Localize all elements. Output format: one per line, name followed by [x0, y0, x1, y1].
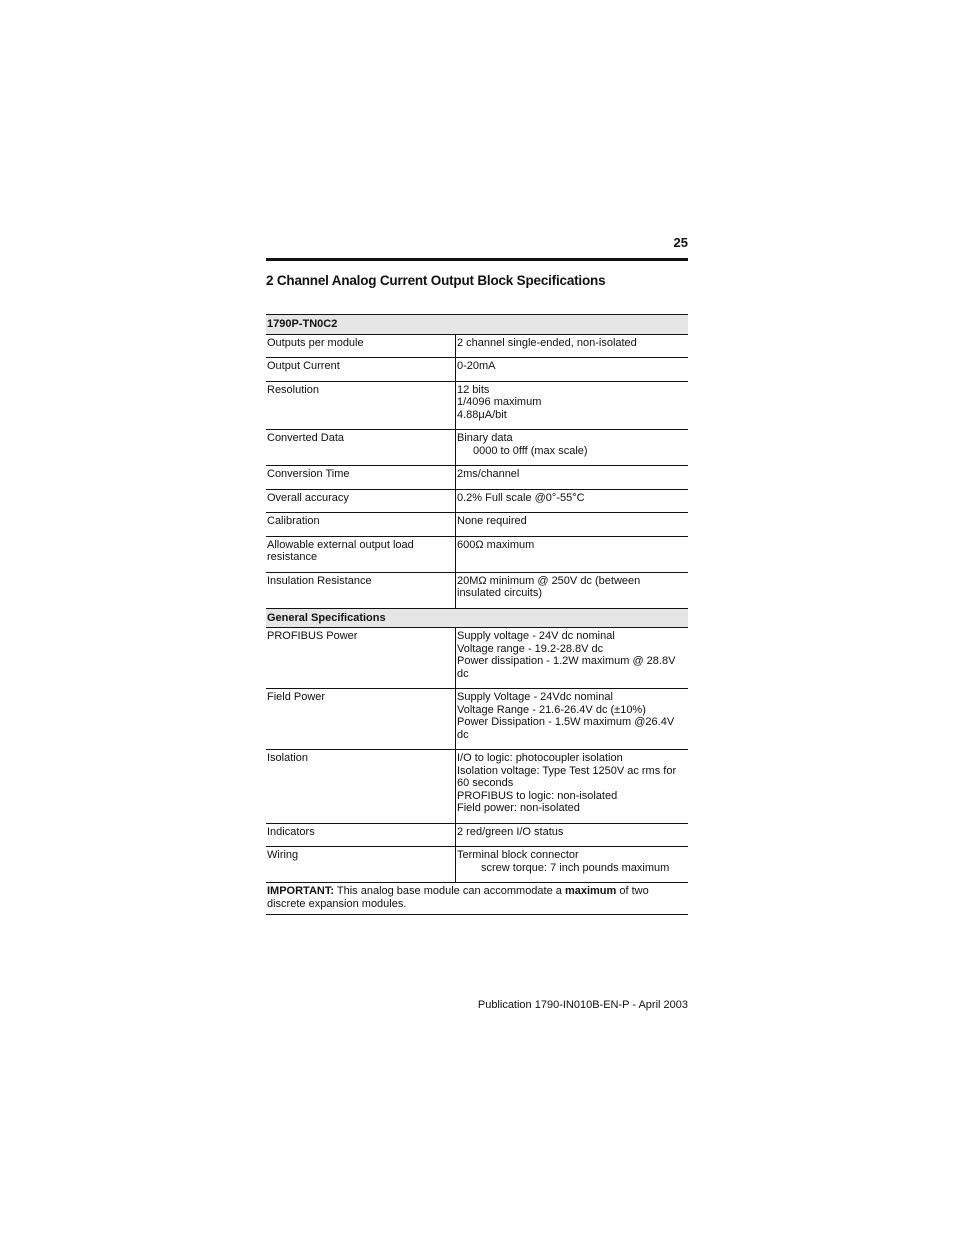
section-header-model: 1790P-TN0C2 — [266, 315, 688, 335]
table-row — [266, 750, 688, 824]
row-value — [456, 823, 689, 847]
value-line: Voltage Range - 21.6-26.4V dc (±10%) — [457, 703, 646, 716]
value-line: 4.88μA/bit — [457, 408, 507, 421]
value-line: Isolation voltage: Type Test 1250V ac rms for 60 seconds — [457, 764, 677, 789]
table-section-header — [266, 608, 688, 628]
row-value — [456, 628, 689, 689]
value-line: 1/4096 maximum — [457, 396, 542, 408]
value-line: Terminal block connector — [457, 849, 579, 861]
page-number: 25 — [673, 235, 688, 250]
row-label: Isolation — [266, 750, 456, 824]
table-row — [266, 628, 688, 689]
important-note-row — [266, 883, 688, 915]
table-row — [266, 536, 688, 572]
row-label: PROFIBUS Power — [266, 628, 456, 689]
row-label: Insulation Resistance — [266, 572, 456, 608]
row-label: Output Current — [266, 358, 456, 382]
value-line: 12 bits — [457, 383, 490, 396]
value-line: Power Dissipation - 1.5W maximum @26.4V dc — [457, 716, 675, 741]
table-row — [266, 572, 688, 608]
table-row — [266, 381, 688, 430]
value-line: 0-20mA — [457, 360, 496, 372]
section-header-general: General Specifications — [266, 608, 688, 628]
table-row — [266, 334, 688, 358]
table-row — [266, 430, 688, 466]
row-value — [456, 750, 689, 824]
value-line: PROFIBUS to logic: non-isolated — [457, 789, 618, 802]
row-label: Allowable external output load resistance — [266, 536, 456, 572]
value-line: 20MΩ minimum @ 250V dc (between insulated circuits) — [457, 574, 641, 599]
table-row — [266, 513, 688, 537]
row-label: Resolution — [266, 381, 456, 430]
header-rule — [266, 258, 688, 261]
value-line: None required — [457, 515, 527, 527]
value-line: Binary data — [457, 432, 513, 444]
note-text: This analog base module can accommodate a — [334, 885, 565, 897]
row-value — [456, 572, 689, 608]
row-label: Indicators — [266, 823, 456, 847]
value-line: 600Ω maximum — [457, 538, 535, 551]
table-row — [266, 689, 688, 750]
row-value — [456, 334, 689, 358]
row-value — [456, 430, 689, 466]
row-value — [456, 358, 689, 382]
table-row — [266, 823, 688, 847]
table-section-header — [266, 315, 688, 335]
value-line: 2 red/green I/O status — [457, 825, 564, 838]
value-line: Supply voltage - 24V dc nominal — [457, 630, 615, 642]
row-label: Wiring — [266, 847, 456, 883]
value-line: Voltage range - 19.2-28.8V dc — [457, 642, 604, 655]
row-value — [456, 847, 689, 883]
value-line: Field power: non-isolated — [457, 802, 580, 814]
value-line: 0000 to 0fff (max scale) — [473, 444, 588, 457]
row-label: Overall accuracy — [266, 489, 456, 513]
row-value — [456, 466, 689, 490]
value-line: screw torque: 7 inch pounds maximum — [481, 861, 670, 874]
table-row — [266, 466, 688, 490]
note-emphasis: maximum — [564, 885, 617, 897]
row-value — [456, 489, 689, 513]
row-label: Converted Data — [266, 430, 456, 466]
row-label: Outputs per module — [266, 334, 456, 358]
table-row — [266, 847, 688, 883]
note-text: of two discrete expansion modules. — [267, 885, 649, 910]
table-row — [266, 489, 688, 513]
value-line: Power dissipation - 1.2W maximum @ 28.8V dc — [457, 655, 676, 680]
row-label: Calibration — [266, 513, 456, 537]
value-line: 2ms/channel — [457, 468, 520, 480]
value-line: Supply Voltage - 24Vdc nominal — [457, 691, 613, 703]
row-value — [456, 513, 689, 537]
row-value — [456, 381, 689, 430]
publication-footer: Publication 1790-IN010B-EN-P - April 2003 — [477, 999, 688, 1011]
value-line: I/O to logic: photocoupler isolation — [457, 752, 623, 764]
row-value — [456, 536, 689, 572]
row-label: Conversion Time — [266, 466, 456, 490]
important-label: IMPORTANT: — [267, 885, 335, 897]
important-note — [266, 883, 688, 915]
value-line: 0.2% Full scale @0°-55°C — [457, 491, 585, 504]
row-label: Field Power — [266, 689, 456, 750]
spec-table — [266, 314, 688, 915]
row-value — [456, 689, 689, 750]
page-title: 2 Channel Analog Current Output Block Specifications — [266, 273, 606, 288]
value-line: 2 channel single-ended, non-isolated — [457, 336, 637, 349]
table-row — [266, 358, 688, 382]
